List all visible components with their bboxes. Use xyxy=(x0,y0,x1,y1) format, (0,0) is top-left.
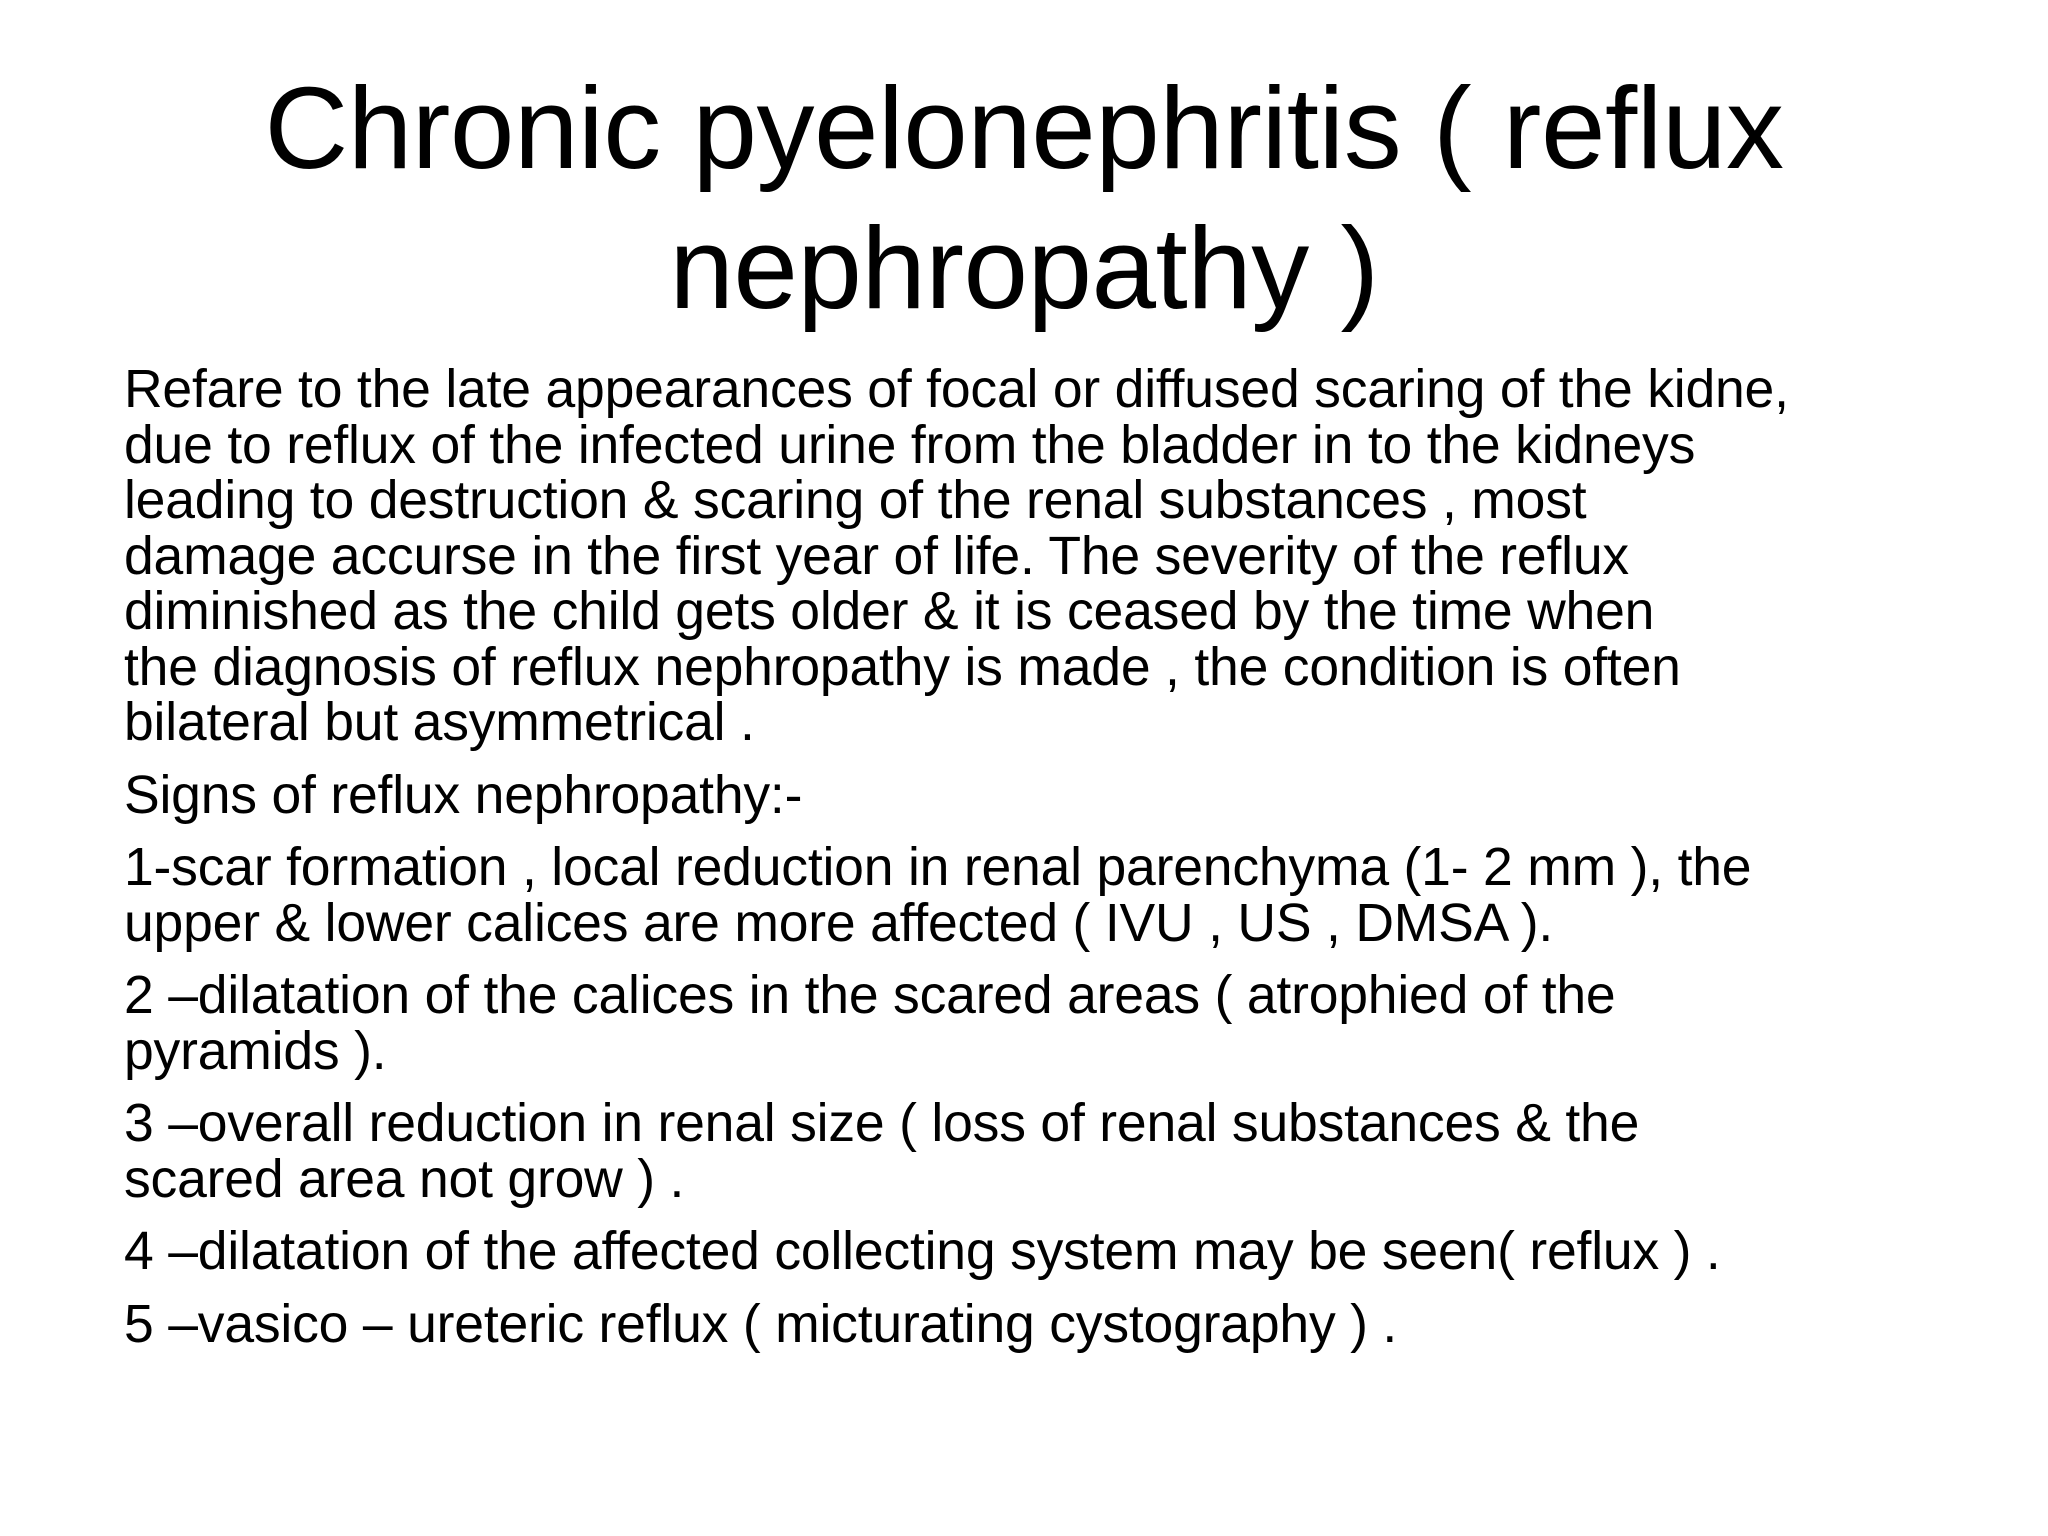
sign-item xyxy=(124,1224,2004,1280)
sign-item xyxy=(124,1294,2004,1354)
sign-item xyxy=(124,968,2004,1079)
text-line: 1-scar formation , local reduction in renal parenchyma (1- 2 mm ), the xyxy=(124,838,1752,897)
text-line: diminished as the child gets older & it is ceased by the time when xyxy=(124,582,1655,641)
slide-body xyxy=(124,362,2004,1369)
slide-title xyxy=(200,58,1848,338)
text-line: scared area not grow ) . xyxy=(124,1149,685,1209)
text-line: due to reflux of the infected urine from the bladder in to the kidneys xyxy=(124,415,1696,475)
sign-item xyxy=(124,840,2004,951)
text-line: upper & lower calices are more affected ( IVU , US , DMSA ). xyxy=(124,893,1554,953)
text-line: 2 –dilatation of the calices in the scared areas ( atrophied of the xyxy=(124,966,1616,1025)
text-line: Refare to the late appearances of focal or diffused scaring of the kidne, xyxy=(124,360,1789,419)
slide-title-line: Chronic pyelonephritis ( reflux xyxy=(264,63,1784,193)
text-line: damage accurse in the first year of life. The severity of the reflux xyxy=(124,526,1629,586)
text-line: pyramids ). xyxy=(124,1021,387,1081)
text-line: 4 –dilatation of the affected collecting system may be seen( reflux ) . xyxy=(124,1222,1721,1281)
text-line: Signs of reflux nephropathy:- xyxy=(124,765,803,825)
definition-paragraph xyxy=(124,362,2004,751)
text-line: the diagnosis of reflux nephropathy is made , the condition is often xyxy=(124,637,1681,697)
text-line: leading to destruction & scaring of the renal substances , most xyxy=(124,471,1587,530)
text-line: 3 –overall reduction in renal size ( loss of renal substances & the xyxy=(124,1094,1640,1153)
signs-heading xyxy=(124,765,2004,825)
text-line: 5 –vasico – ureteric reflux ( micturating cystography ) . xyxy=(124,1294,1398,1354)
text-line: bilateral but asymmetrical . xyxy=(124,693,755,752)
slide-title-line: nephropathy ) xyxy=(669,203,1379,333)
sign-item xyxy=(124,1096,2004,1207)
